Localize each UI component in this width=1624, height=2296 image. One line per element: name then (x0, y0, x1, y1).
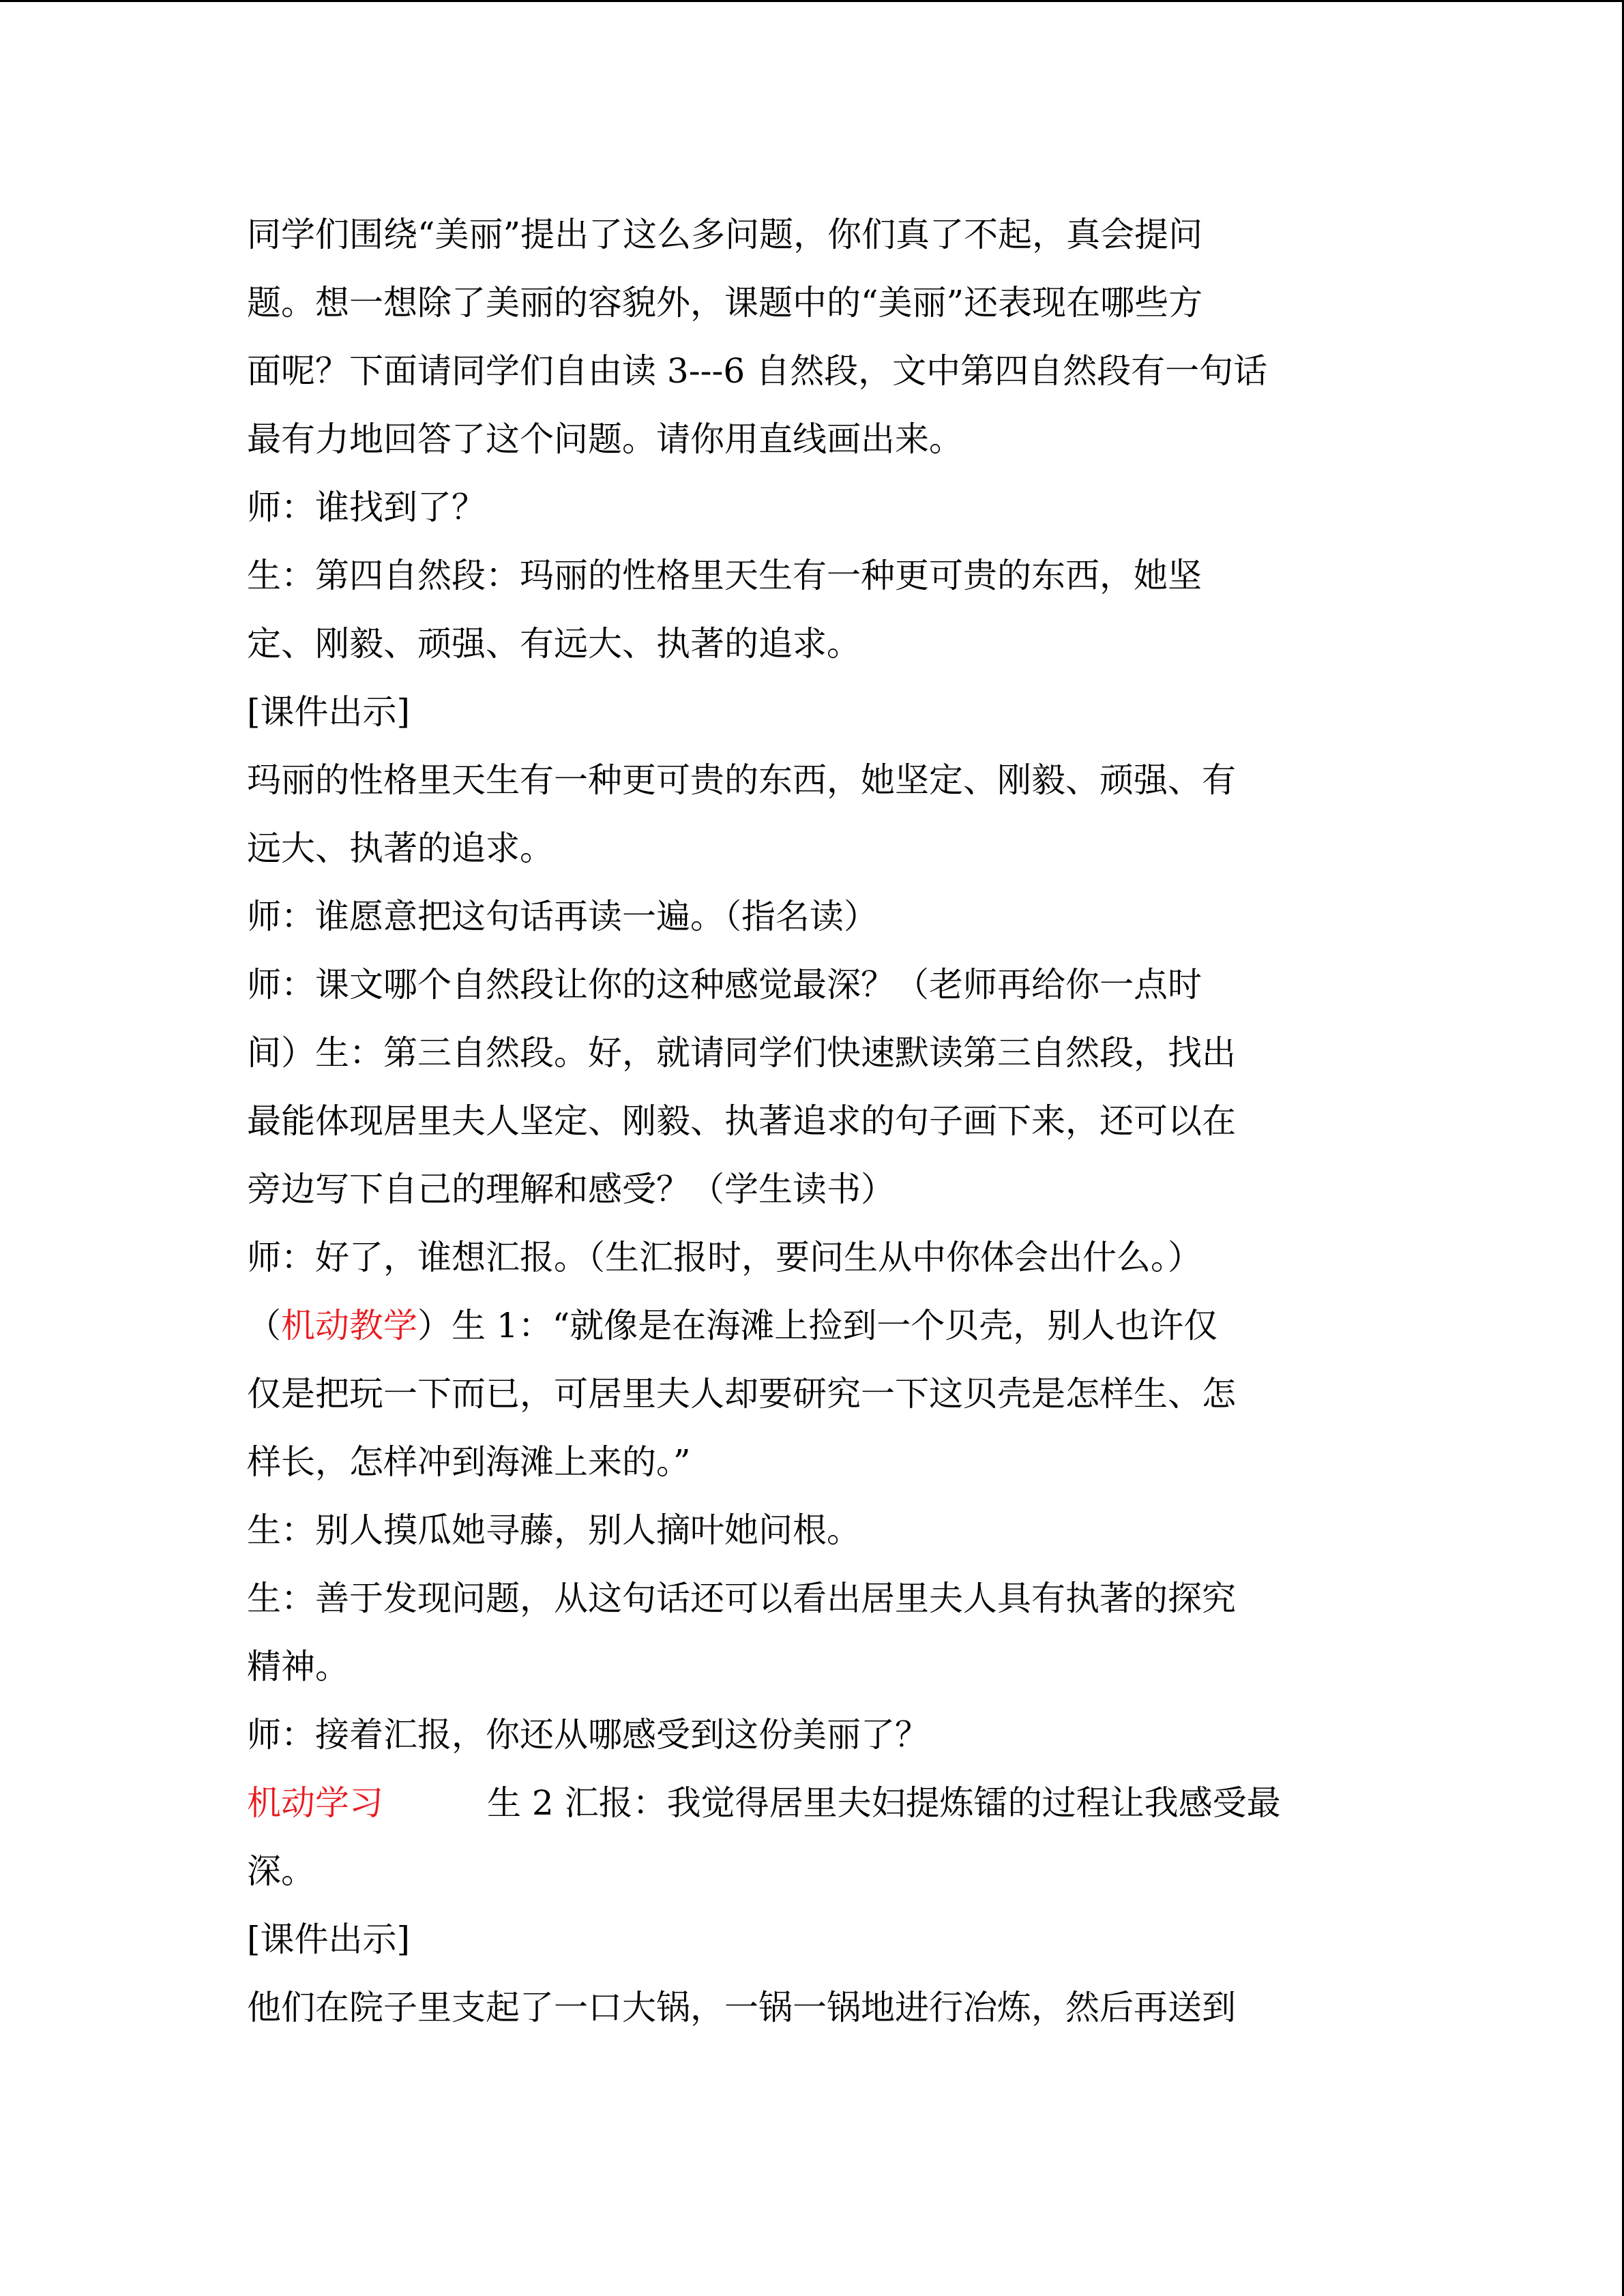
red-annotation: 机动学习 (247, 1783, 383, 1823)
text-line: 师：好了，谁想汇报。（生汇报时，要问生从中你体会出什么。） (247, 1238, 1202, 1277)
text-line: 生：善于发现问题，从这句话还可以看出居里夫人具有执著的探究 (247, 1579, 1236, 1618)
text-line: 精神。 (247, 1647, 349, 1686)
text-line: 最能体现居里夫人坚定、刚毅、执著追求的句子画下来，还可以在 (247, 1101, 1236, 1141)
text-line: 样长，怎样冲到海滩上来的。” (247, 1442, 691, 1482)
text-line: 师：谁愿意把这句话再读一遍。（指名读） (247, 897, 878, 936)
text-line: 间）生：第三自然段。好，就请同学们快速默读第三自然段，找出 (247, 1033, 1236, 1073)
text-line: 生：第四自然段：玛丽的性格里天生有一种更可贵的东西，她坚 (247, 556, 1202, 595)
text-line: [课件出示] (247, 692, 411, 732)
text-line: 题。想一想除了美丽的容貌外，课题中的“美丽”还表现在哪些方 (247, 283, 1203, 323)
text-line (247, 1769, 1393, 1837)
text-line: 师：接着汇报，你还从哪感受到这份美丽了？ (247, 1715, 929, 1755)
text-line: 深。 (247, 1851, 315, 1891)
red-annotation: 机动教学 (281, 1306, 417, 1345)
text-line: 师：谁找到了？ (247, 488, 486, 527)
text-line: 旁边写下自己的理解和感受？（学生读书） (247, 1169, 895, 1209)
text-line: 远大、执著的追求。 (247, 829, 554, 868)
text-line: 玛丽的性格里天生有一种更可贵的东西，她坚定、刚毅、顽强、有 (247, 760, 1236, 800)
text-line: 定、刚毅、顽强、有远大、执著的追求。 (247, 624, 861, 664)
document-body (247, 200, 1393, 2042)
text-line: 最有力地回答了这个问题。请你用直线画出来。 (247, 419, 963, 459)
line-prefix: （ (247, 1306, 281, 1345)
text-line: 他们在院子里支起了一口大锅，一锅一锅地进行冶炼，然后再送到 (247, 1988, 1236, 2027)
line-text: ）生 1：“就像是在海滩上捡到一个贝壳，别人也许仅 (417, 1306, 1218, 1345)
text-line: 师：课文哪个自然段让你的这种感觉最深？（老师再给你一点时 (247, 965, 1202, 1004)
line-text: 生 2 汇报：我觉得居里夫妇提炼镭的过程让我感受最 (487, 1783, 1281, 1823)
text-line (247, 1292, 1393, 1360)
text-line: 仅是把玩一下而已，可居里夫人却要研究一下这贝壳是怎样生、怎 (247, 1374, 1236, 1414)
text-line: 同学们围绕“美丽”提出了这么多问题，你们真了不起，真会提问 (247, 215, 1203, 254)
text-line: 面呢？下面请同学们自由读 3---6 自然段，文中第四自然段有一句话 (247, 351, 1268, 391)
text-line: 生：别人摸瓜她寻藤，别人摘叶她问根。 (247, 1510, 861, 1550)
text-line: [课件出示] (247, 1920, 411, 1959)
